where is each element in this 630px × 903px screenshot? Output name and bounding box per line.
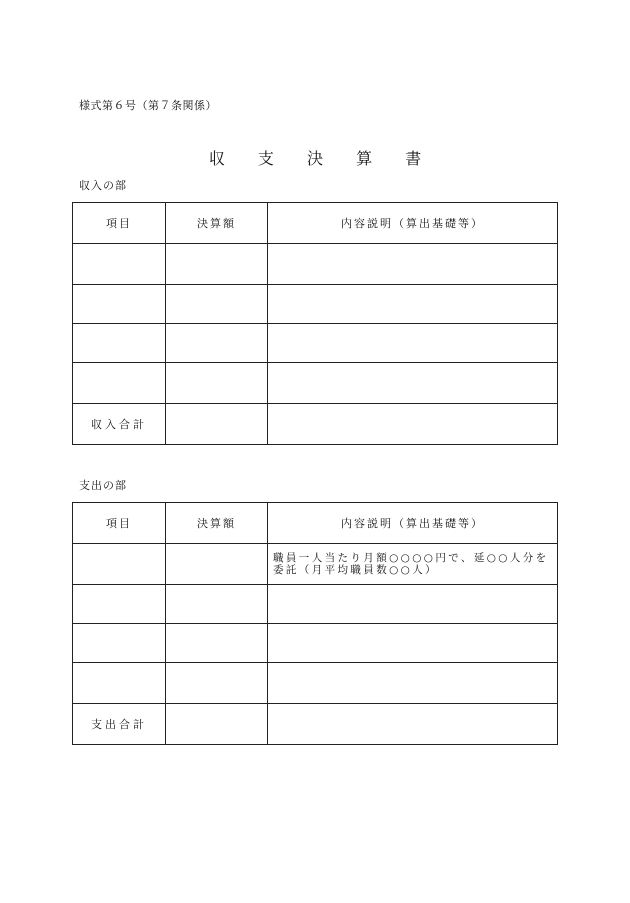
income-description-cell[interactable] xyxy=(268,363,558,404)
table-row xyxy=(73,624,558,663)
expense-total-label: 支出合計 xyxy=(73,704,166,745)
table-row xyxy=(73,544,558,585)
expense-item-cell[interactable] xyxy=(73,585,166,624)
expense-description-cell[interactable]: 職員一人当たり月額○○○○円で、延○○人分を委託（月平均職員数○○人） xyxy=(268,544,558,585)
income-amount-cell[interactable] xyxy=(166,285,268,324)
income-header-item: 項目 xyxy=(73,203,166,244)
income-description-cell[interactable] xyxy=(268,324,558,363)
table-row xyxy=(73,363,558,404)
expense-header-description: 内容説明（算出基礎等） xyxy=(268,503,558,544)
income-item-cell[interactable] xyxy=(73,324,166,363)
income-description-cell[interactable] xyxy=(268,285,558,324)
income-amount-cell[interactable] xyxy=(166,244,268,285)
expense-total-description-cell[interactable] xyxy=(268,704,558,745)
expense-description-cell[interactable] xyxy=(268,585,558,624)
table-row xyxy=(73,585,558,624)
income-table xyxy=(72,202,558,445)
expense-section-label: 支出の部 xyxy=(79,479,127,492)
table-row xyxy=(73,663,558,704)
expense-amount-cell[interactable] xyxy=(166,663,268,704)
income-amount-cell[interactable] xyxy=(166,363,268,404)
document-title: 収 支 決 算 書 xyxy=(208,149,436,168)
form-number: 様式第６号（第７条関係） xyxy=(79,99,217,112)
income-section-label: 収入の部 xyxy=(79,179,127,192)
income-item-cell[interactable] xyxy=(73,363,166,404)
expense-total-amount-cell[interactable] xyxy=(166,704,268,745)
table-row xyxy=(73,324,558,363)
expense-amount-cell[interactable] xyxy=(166,585,268,624)
expense-item-cell[interactable] xyxy=(73,663,166,704)
income-amount-cell[interactable] xyxy=(166,324,268,363)
expense-header-item: 項目 xyxy=(73,503,166,544)
table-row xyxy=(73,285,558,324)
income-total-row xyxy=(73,404,558,445)
expense-description-cell[interactable] xyxy=(268,663,558,704)
income-header-amount: 決算額 xyxy=(166,203,268,244)
income-item-cell[interactable] xyxy=(73,244,166,285)
expense-item-cell[interactable] xyxy=(73,544,166,585)
expense-item-cell[interactable] xyxy=(73,624,166,663)
expense-total-row xyxy=(73,704,558,745)
income-header-description: 内容説明（算出基礎等） xyxy=(268,203,558,244)
expense-header-amount: 決算額 xyxy=(166,503,268,544)
expense-table xyxy=(72,502,558,745)
table-row xyxy=(73,244,558,285)
income-total-amount-cell[interactable] xyxy=(166,404,268,445)
expense-header-row xyxy=(73,503,558,544)
income-total-label: 収入合計 xyxy=(73,404,166,445)
expense-description-cell[interactable] xyxy=(268,624,558,663)
expense-amount-cell[interactable] xyxy=(166,544,268,585)
expense-amount-cell[interactable] xyxy=(166,624,268,663)
income-description-cell[interactable] xyxy=(268,244,558,285)
income-header-row xyxy=(73,203,558,244)
income-total-description-cell[interactable] xyxy=(268,404,558,445)
income-item-cell[interactable] xyxy=(73,285,166,324)
